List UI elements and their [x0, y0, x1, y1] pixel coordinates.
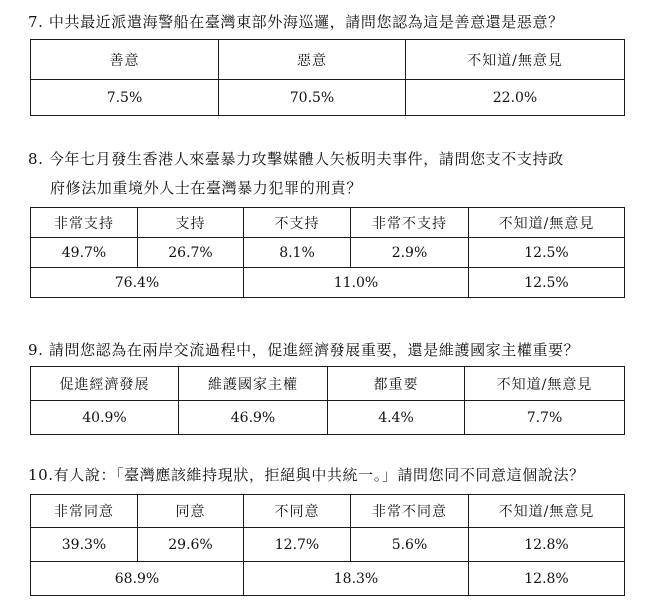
header-cell: 非常支持 [31, 208, 138, 238]
header-cell: 不知道/無意見 [465, 367, 625, 401]
total-cell: 12.8% [469, 562, 625, 596]
table-total-row [31, 268, 625, 298]
value-cell: 40.9% [31, 401, 179, 435]
question-8-text-line2: 府修法加重境外人士在臺灣暴力犯罪的刑責？ [50, 179, 363, 197]
table-value-row [31, 80, 625, 116]
header-cell: 維護國家主權 [179, 367, 328, 401]
value-cell: 7.7% [465, 401, 625, 435]
value-cell: 12.7% [244, 528, 351, 562]
table-header-row [31, 495, 625, 528]
header-cell: 同意 [138, 495, 244, 528]
value-cell: 12.8% [469, 528, 625, 562]
total-cell: 76.4% [31, 268, 244, 298]
header-cell: 支持 [138, 208, 244, 238]
header-cell: 惡意 [219, 40, 406, 80]
value-cell: 26.7% [138, 238, 244, 268]
header-cell: 不同意 [244, 495, 351, 528]
total-cell: 11.0% [244, 268, 469, 298]
table-value-row [31, 401, 625, 435]
value-cell: 8.1% [244, 238, 351, 268]
value-cell: 4.4% [328, 401, 465, 435]
table-value-row [31, 238, 625, 268]
table-header-row [31, 208, 625, 238]
value-cell: 22.0% [406, 80, 625, 116]
question-7-text: 7. 中共最近派遣海警船在臺灣東部外海巡邏，請問您認為這是善意還是惡意？ [28, 13, 564, 31]
total-cell: 18.3% [244, 562, 469, 596]
question-8-text-line1: 8. 今年七月發生香港人來臺暴力攻擊媒體人矢板明夫事件，請問您支不支持政 [28, 150, 564, 168]
table-header-row [31, 40, 625, 80]
total-cell: 12.5% [469, 268, 625, 298]
value-cell: 29.6% [138, 528, 244, 562]
value-cell: 49.7% [31, 238, 138, 268]
table-total-row [31, 562, 625, 596]
question-9-text: 9. 請問您認為在兩岸交流過程中，促進經濟發展重要，還是維護國家主權重要？ [28, 341, 580, 359]
value-cell: 70.5% [219, 80, 406, 116]
value-cell: 39.3% [31, 528, 138, 562]
header-cell: 不知道/無意見 [406, 40, 625, 80]
question-9-table [30, 366, 625, 435]
header-cell: 不知道/無意見 [469, 208, 625, 238]
table-header-row [31, 367, 625, 401]
question-8-table [30, 207, 625, 298]
value-cell: 5.6% [351, 528, 469, 562]
header-cell: 非常同意 [31, 495, 138, 528]
question-10-text: 10.有人說：「臺灣應該維持現狀，拒絕與中共統一。」請問您同不同意這個說法？ [28, 466, 585, 484]
value-cell: 2.9% [351, 238, 469, 268]
header-cell: 都重要 [328, 367, 465, 401]
value-cell: 46.9% [179, 401, 328, 435]
value-cell: 7.5% [31, 80, 219, 116]
header-cell: 不知道/無意見 [469, 495, 625, 528]
header-cell: 非常不支持 [351, 208, 469, 238]
value-cell: 12.5% [469, 238, 625, 268]
header-cell: 不支持 [244, 208, 351, 238]
table-value-row [31, 528, 625, 562]
header-cell: 促進經濟發展 [31, 367, 179, 401]
header-cell: 非常不同意 [351, 495, 469, 528]
question-7-table [30, 39, 625, 116]
header-cell: 善意 [31, 40, 219, 80]
total-cell: 68.9% [31, 562, 244, 596]
question-10-table [30, 494, 625, 596]
